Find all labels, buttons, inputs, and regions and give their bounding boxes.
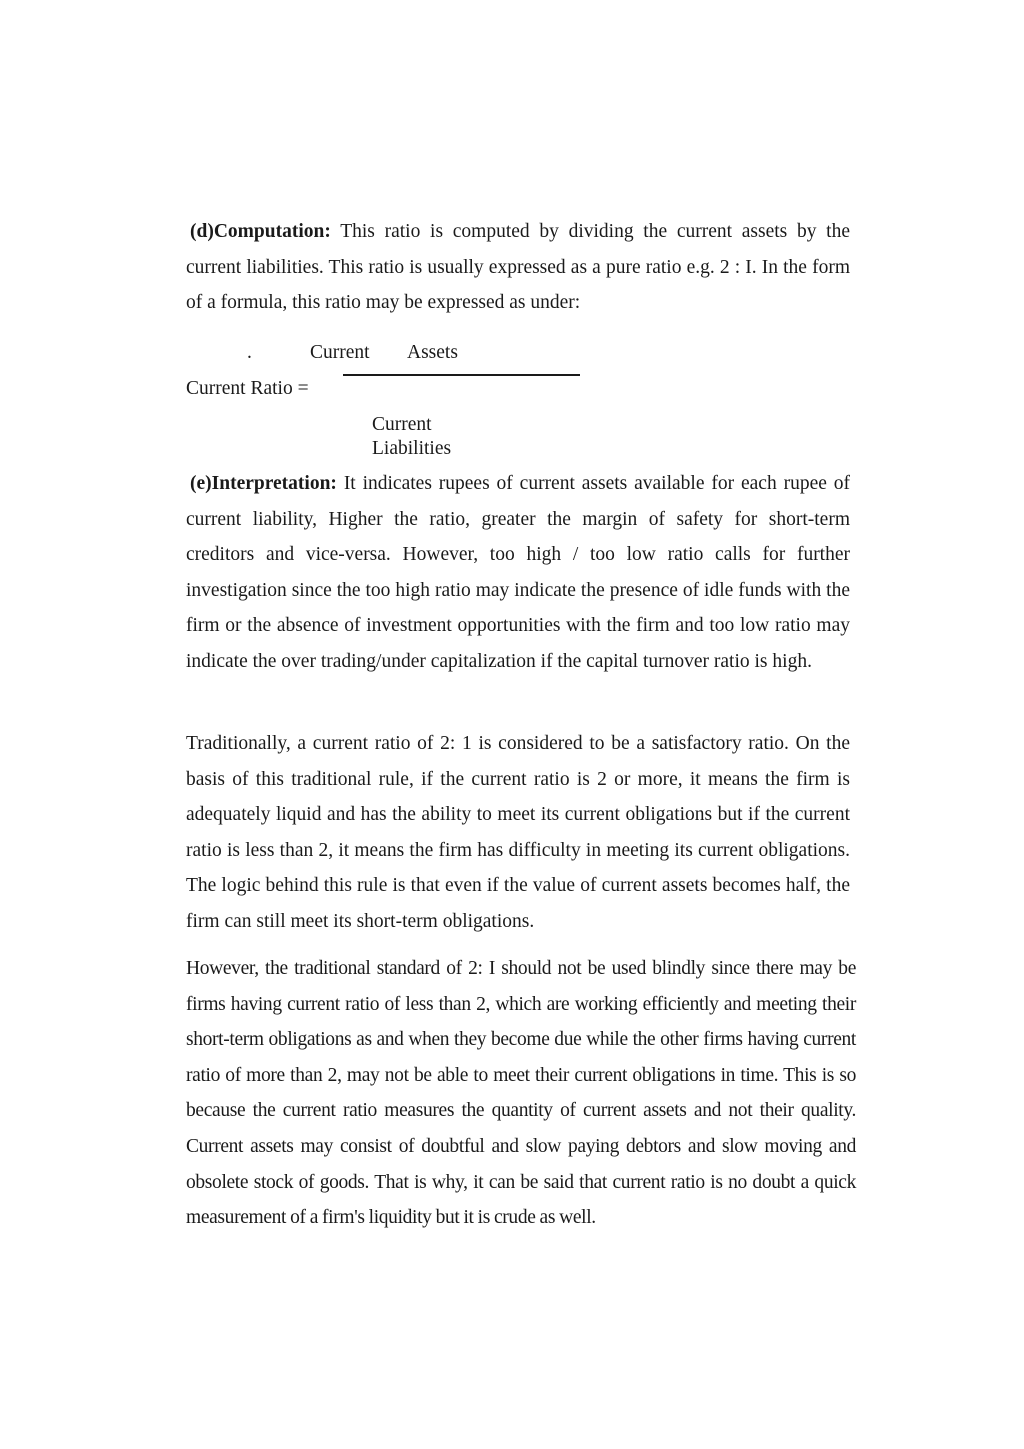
however-paragraph: However, the traditional standard of 2: I should not be used blindly since there may be firms having current ratio of less than 2, which are working efficiently and meeting their short-term obligations as and when they become due while the other firms having current ratio of more than 2, may not be able to meet their current obligations in time. This is so because the current ratio measures the quantity of current assets and not their quality. Current assets may consist of doubtful and slow paying debtors and slow moving and obsolete stock of goods. That is why, it can be said that current ratio is no doubt a quick measurement of a firm's liquidity but it is crude as well.	[186, 958, 856, 1229]
interpretation-heading: (e)Interpretation:	[190, 473, 337, 494]
computation-text: This ratio is computed by dividing the current assets by the current liabilities. This ratio is usually expressed as a pure ratio e.g. 2 : I. In the form of a formula, this ratio may be expressed as under:	[186, 221, 850, 314]
numerator-current: Current	[310, 342, 370, 363]
formula-dot: .	[247, 342, 252, 363]
interpretation-paragraph	[186, 466, 850, 680]
numerator-assets: Assets	[407, 342, 458, 363]
formula-label: Current Ratio =	[186, 378, 309, 399]
traditional-paragraph: Traditionally, a current ratio of 2: 1 is considered to be a satisfactory ratio. On the basis of this traditional rule, if the current ratio is 2 or more, it means the firm is adequately liquid and has the ability to meet its current obligations but if the current ratio is less than 2, it means the firm has difficulty in meeting its current obligations. The logic behind this rule is that even if the value of current assets becomes half, the firm can still meet its short-term obligations.	[186, 733, 850, 932]
interpretation-text: It indicates rupees of current assets available for each rupee of current liability, Higher the ratio, greater the margin of safety for short-term creditors and vice-versa. However, too high / too low ratio calls for further investigation since the too high ratio may indicate the presence of idle funds with the firm or the absence of investment opportunities with the firm and too low ratio may indicate the over trading/under capitalization if the capital turnover ratio is high.	[186, 473, 850, 672]
fraction-line	[343, 374, 580, 376]
computation-heading: (d)Computation:	[190, 221, 331, 242]
denominator-liabilities: Liabilities	[372, 438, 452, 459]
computation-paragraph	[186, 214, 850, 321]
denominator-current: Current	[372, 414, 432, 435]
